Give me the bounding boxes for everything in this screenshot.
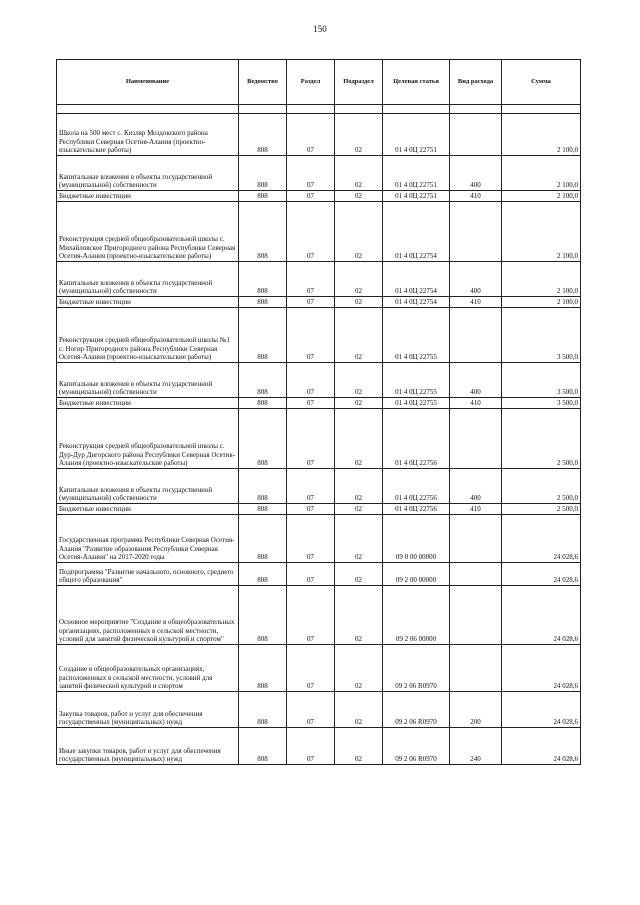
cell-subsection: 02 — [335, 728, 383, 765]
cell-department: 808 — [239, 202, 287, 262]
table-row — [57, 728, 581, 765]
table-row — [57, 515, 581, 563]
table-row — [57, 191, 581, 202]
cell-sum: 24 028,6 — [502, 645, 581, 692]
cell-department: 808 — [239, 363, 287, 398]
header-target-article: Целевая статья — [383, 60, 450, 105]
header-expense-type: Вид расхода — [450, 60, 502, 105]
cell-department: 808 — [239, 114, 287, 156]
header-spacer-row — [57, 105, 581, 114]
table-row — [57, 114, 581, 156]
cell-expense-type: 410 — [450, 297, 502, 308]
table-row — [57, 156, 581, 191]
table-row — [57, 308, 581, 363]
cell-expense-type — [450, 114, 502, 156]
cell-subsection: 02 — [335, 645, 383, 692]
cell-sum: 24 028,6 — [502, 515, 581, 563]
table-row — [57, 692, 581, 728]
cell-section: 07 — [287, 262, 335, 297]
table-row — [57, 297, 581, 308]
cell-expense-type — [450, 515, 502, 563]
cell-sum: 2 500,0 — [502, 504, 581, 515]
cell-subsection: 02 — [335, 297, 383, 308]
table-row — [57, 586, 581, 645]
cell-target-article: 01 4 0Ц 22755 — [383, 363, 450, 398]
cell-sum: 2 100,0 — [502, 297, 581, 308]
cell-target-article: 09 2 06 00000 — [383, 586, 450, 645]
cell-department: 808 — [239, 262, 287, 297]
cell-expense-type: 200 — [450, 692, 502, 728]
cell-expense-type — [450, 563, 502, 586]
cell-name: Закупка товаров, работ и услуг для обеспечения государственных (муниципальных) нужд — [57, 692, 239, 728]
cell-department: 808 — [239, 297, 287, 308]
cell-section: 07 — [287, 645, 335, 692]
cell-expense-type: 400 — [450, 262, 502, 297]
cell-target-article: 09 2 00 00000 — [383, 563, 450, 586]
cell-department: 808 — [239, 504, 287, 515]
cell-subsection: 02 — [335, 586, 383, 645]
cell-section: 07 — [287, 398, 335, 409]
cell-section: 07 — [287, 563, 335, 586]
cell-expense-type — [450, 409, 502, 469]
cell-subsection: 02 — [335, 504, 383, 515]
cell-name: Реконструкция средней общеобразовательной школы с. Дур-Дур Дигорского района Республики Северная Осетия-Алания (проектно-изыскательские работы) — [57, 409, 239, 469]
cell-name: Основное мероприятие "Создание в общеобразовательных организациях, расположенных в сельской местности, условий для занятий физической культурой и спортом" — [57, 586, 239, 645]
table-row — [57, 262, 581, 297]
cell-subsection: 02 — [335, 202, 383, 262]
cell-subsection: 02 — [335, 409, 383, 469]
cell-sum: 2 100,0 — [502, 202, 581, 262]
cell-sum: 2 100,0 — [502, 191, 581, 202]
cell-name: Бюджетные инвестиции — [57, 191, 239, 202]
cell-name: Реконструкция средней общеобразовательной школы №1 с. Ногир Пригородного района Республики Северная Осетия-Алания (проектно-изыскательские работы) — [57, 308, 239, 363]
cell-subsection: 02 — [335, 692, 383, 728]
cell-sum: 2 500,0 — [502, 469, 581, 504]
cell-name: Создание в общеобразовательных организациях, расположенных в сельской местности, условий для занятий физической культурой и спортом — [57, 645, 239, 692]
cell-section: 07 — [287, 586, 335, 645]
cell-sum: 3 500,0 — [502, 398, 581, 409]
cell-department: 808 — [239, 191, 287, 202]
cell-subsection: 02 — [335, 363, 383, 398]
cell-section: 07 — [287, 297, 335, 308]
cell-target-article: 09 2 06 R0970 — [383, 728, 450, 765]
cell-department: 808 — [239, 469, 287, 504]
cell-target-article: 01 4 0Ц 22756 — [383, 409, 450, 469]
cell-expense-type: 400 — [450, 156, 502, 191]
cell-department: 808 — [239, 156, 287, 191]
cell-expense-type: 410 — [450, 504, 502, 515]
cell-expense-type — [450, 308, 502, 363]
cell-sum: 3 500,0 — [502, 308, 581, 363]
cell-section: 07 — [287, 728, 335, 765]
cell-name: Капитальные вложения в объекты государственной (муниципальной) собственности — [57, 469, 239, 504]
table-row — [57, 363, 581, 398]
cell-section: 07 — [287, 308, 335, 363]
cell-section: 07 — [287, 363, 335, 398]
cell-section: 07 — [287, 202, 335, 262]
cell-sum: 24 028,6 — [502, 563, 581, 586]
cell-subsection: 02 — [335, 191, 383, 202]
table-body — [57, 105, 581, 765]
cell-expense-type: 400 — [450, 469, 502, 504]
cell-expense-type — [450, 202, 502, 262]
cell-section: 07 — [287, 156, 335, 191]
cell-section: 07 — [287, 469, 335, 504]
cell-name: Иные закупки товаров, работ и услуг для обеспечения государственных (муниципальных) нужд — [57, 728, 239, 765]
cell-name: Школа на 500 мест с. Кизляр Моздокского района Республики Северная Осетия-Алания (проектно-изыскательские работы) — [57, 114, 239, 156]
cell-section: 07 — [287, 191, 335, 202]
cell-section: 07 — [287, 692, 335, 728]
header-subsection: Подраздел — [335, 60, 383, 105]
cell-subsection: 02 — [335, 398, 383, 409]
cell-subsection: 02 — [335, 469, 383, 504]
cell-department: 808 — [239, 515, 287, 563]
cell-department: 808 — [239, 308, 287, 363]
cell-expense-type — [450, 645, 502, 692]
cell-subsection: 02 — [335, 563, 383, 586]
cell-sum: 3 500,0 — [502, 363, 581, 398]
cell-department: 808 — [239, 398, 287, 409]
table-row — [57, 202, 581, 262]
cell-expense-type: 240 — [450, 728, 502, 765]
cell-section: 07 — [287, 515, 335, 563]
cell-name: Капитальные вложения в объекты государственной (муниципальной) собственности — [57, 262, 239, 297]
cell-target-article: 01 4 0Ц 22754 — [383, 297, 450, 308]
cell-section: 07 — [287, 504, 335, 515]
cell-target-article: 01 4 0Ц 22751 — [383, 156, 450, 191]
table-row — [57, 504, 581, 515]
header-section: Раздел — [287, 60, 335, 105]
cell-name: Бюджетные инвестиции — [57, 398, 239, 409]
cell-subsection: 02 — [335, 308, 383, 363]
cell-subsection: 02 — [335, 114, 383, 156]
cell-name: Бюджетные инвестиции — [57, 504, 239, 515]
cell-department: 808 — [239, 586, 287, 645]
cell-name: Капитальные вложения в объекты государственной (муниципальной) собственности — [57, 156, 239, 191]
cell-sum: 24 028,6 — [502, 586, 581, 645]
cell-target-article: 01 4 0Ц 22751 — [383, 191, 450, 202]
table-row — [57, 645, 581, 692]
cell-sum: 24 028,6 — [502, 728, 581, 765]
cell-target-article: 09 2 06 R0970 — [383, 692, 450, 728]
table-row — [57, 398, 581, 409]
cell-target-article: 01 4 0Ц 22755 — [383, 308, 450, 363]
cell-expense-type: 410 — [450, 191, 502, 202]
cell-target-article: 01 4 0Ц 22754 — [383, 262, 450, 297]
cell-subsection: 02 — [335, 515, 383, 563]
cell-department: 808 — [239, 409, 287, 469]
header-name: Наименование — [57, 60, 239, 105]
table-row — [57, 469, 581, 504]
cell-sum: 24 028,6 — [502, 692, 581, 728]
cell-target-article: 01 4 0Ц 22756 — [383, 504, 450, 515]
cell-expense-type: 400 — [450, 363, 502, 398]
cell-target-article: 09 2 06 R0970 — [383, 645, 450, 692]
cell-name: Реконструкция средней общеобразовательной школы с. Михайловское Пригородного района Республики Северная Осетия-Алания (проектно-изыскательские работы) — [57, 202, 239, 262]
cell-subsection: 02 — [335, 262, 383, 297]
cell-name: Капитальные вложения в объекты государственной (муниципальной) собственности — [57, 363, 239, 398]
cell-target-article: 01 4 0Ц 22754 — [383, 202, 450, 262]
cell-department: 808 — [239, 563, 287, 586]
cell-sum: 2 500,0 — [502, 409, 581, 469]
table-header-row — [57, 60, 581, 105]
cell-department: 808 — [239, 728, 287, 765]
cell-name: Бюджетные инвестиции — [57, 297, 239, 308]
cell-department: 808 — [239, 692, 287, 728]
cell-section: 07 — [287, 409, 335, 469]
header-sum: Сумма — [502, 60, 581, 105]
page-number: 150 — [313, 24, 327, 34]
cell-subsection: 02 — [335, 156, 383, 191]
cell-name: Государственная программа Республики Северная Осетия-Алания "Развитие образования Республики Северная Осетия-Алания" на 2017-2020 годы — [57, 515, 239, 563]
cell-department: 808 — [239, 645, 287, 692]
cell-sum: 2 100,0 — [502, 114, 581, 156]
cell-target-article: 01 4 0Ц 22756 — [383, 469, 450, 504]
cell-sum: 2 100,0 — [502, 262, 581, 297]
header-department: Ведомство — [239, 60, 287, 105]
cell-name: Подпрограмма "Развитие начального, основного, среднего общего образования" — [57, 563, 239, 586]
cell-target-article: 09 0 00 00000 — [383, 515, 450, 563]
cell-target-article: 01 4 0Ц 22751 — [383, 114, 450, 156]
table-row — [57, 409, 581, 469]
table-row — [57, 563, 581, 586]
cell-expense-type: 410 — [450, 398, 502, 409]
cell-sum: 2 100,0 — [502, 156, 581, 191]
cell-section: 07 — [287, 114, 335, 156]
cell-expense-type — [450, 586, 502, 645]
cell-target-article: 01 4 0Ц 22755 — [383, 398, 450, 409]
budget-table — [56, 59, 581, 765]
